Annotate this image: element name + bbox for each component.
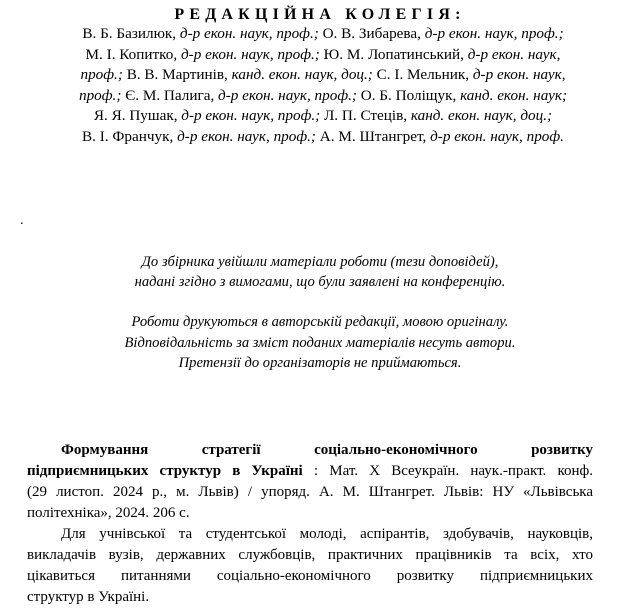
reference-title-line1: Формування стратегії соціально-економічного розвитку — [61, 442, 593, 458]
audience-line3: цікавиться питаннями соціально-економічного розвитку підприємницьких — [27, 568, 593, 584]
member-credentials: д-р екон. наук, проф. — [430, 127, 564, 145]
member-credentials: д-р екон. наук, проф.; — [181, 107, 321, 124]
member-name: А. М. Штангрет, — [315, 127, 431, 145]
bibliographic-reference — [27, 440, 593, 608]
member-credentials: канд. екон. наук, доц.; — [410, 107, 553, 124]
member-credentials: д-р екон. наук, проф.; — [424, 25, 564, 42]
reference-title-line2: підприємницьких структур в Україні : Мат. Х Всеукраїн. наук.-практ. конф. — [27, 463, 593, 479]
member-name: В. І. Франчук, — [82, 127, 178, 145]
editorial-board-line — [28, 45, 618, 66]
reference-line3: (29 листоп. 2024 р., м. Львів) / упоряд. А. М. Штангрет. Львів: НУ «Львівська — [27, 484, 593, 500]
editorial-board-line — [28, 65, 618, 86]
member-name: О. В. Зибарева, — [318, 25, 425, 42]
member-name: Ю. М. Лопатинський, — [319, 45, 468, 63]
member-credentials: канд. екон. наук; — [460, 86, 568, 104]
member-credentials: д-р екон. наук, проф.; — [179, 25, 319, 42]
note-line: Відповідальність за зміст поданих матеріалів несуть автори. — [124, 334, 516, 351]
editorial-board-list — [28, 24, 618, 147]
member-name: В. В. Мартинів, — [122, 66, 232, 83]
editorial-board-heading: РЕДАКЦІЙНА КОЛЕГІЯ: — [174, 6, 466, 23]
note-line: Претензії до організаторів не приймаються. — [178, 354, 462, 371]
member-credentials: проф.; — [78, 86, 122, 104]
member-credentials: проф.; — [80, 66, 123, 83]
member-name: Я. Я. Пушак, — [93, 107, 182, 124]
member-credentials: д-р екон. наук, — [472, 66, 566, 83]
member-name: М. І. Копитко, — [85, 45, 181, 63]
editorial-board-line — [28, 86, 618, 107]
audience-line2: викладачів вузів, державних службовців, практичних працівників та всіх, хто — [27, 547, 593, 563]
member-name: Л. П. Стеців, — [320, 107, 411, 124]
audience-line1: Для учнівської та студентської молоді, аспірантів, здобувачів, науковців, — [61, 526, 593, 542]
stray-dot-marker: . — [20, 213, 24, 228]
publication-notes — [0, 252, 640, 373]
member-credentials: д-р екон. наук, проф.; — [180, 45, 320, 63]
note-line: До збірника увійшли матеріали роботи (тези доповідей), — [141, 254, 499, 270]
note-line: надані згідно з вимогами, що були заявлені на конференцію. — [134, 274, 506, 291]
editorial-board-line — [28, 106, 618, 127]
editorial-board-line — [28, 127, 618, 148]
member-name: О. Б. Поліщук, — [356, 86, 461, 104]
note-line: Роботи друкуються в авторській редакції, мовою оригіналу. — [131, 314, 509, 331]
member-credentials: канд. екон. наук, доц.; — [231, 66, 373, 83]
reference-line4: політехніка», 2024. 206 с. — [27, 505, 190, 521]
audience-line4: структур в Україні. — [27, 589, 150, 605]
member-name: Є. М. Палига, — [121, 86, 219, 104]
member-credentials: д-р екон. наук, проф.; — [218, 86, 357, 104]
member-credentials: д-р екон. наук, — [467, 45, 561, 63]
editorial-board-line — [28, 24, 618, 45]
member-credentials: д-р екон. наук, проф.; — [177, 127, 316, 145]
member-name: В. Б. Базилюк, — [82, 25, 180, 42]
member-name: С. І. Мельник, — [372, 66, 473, 83]
